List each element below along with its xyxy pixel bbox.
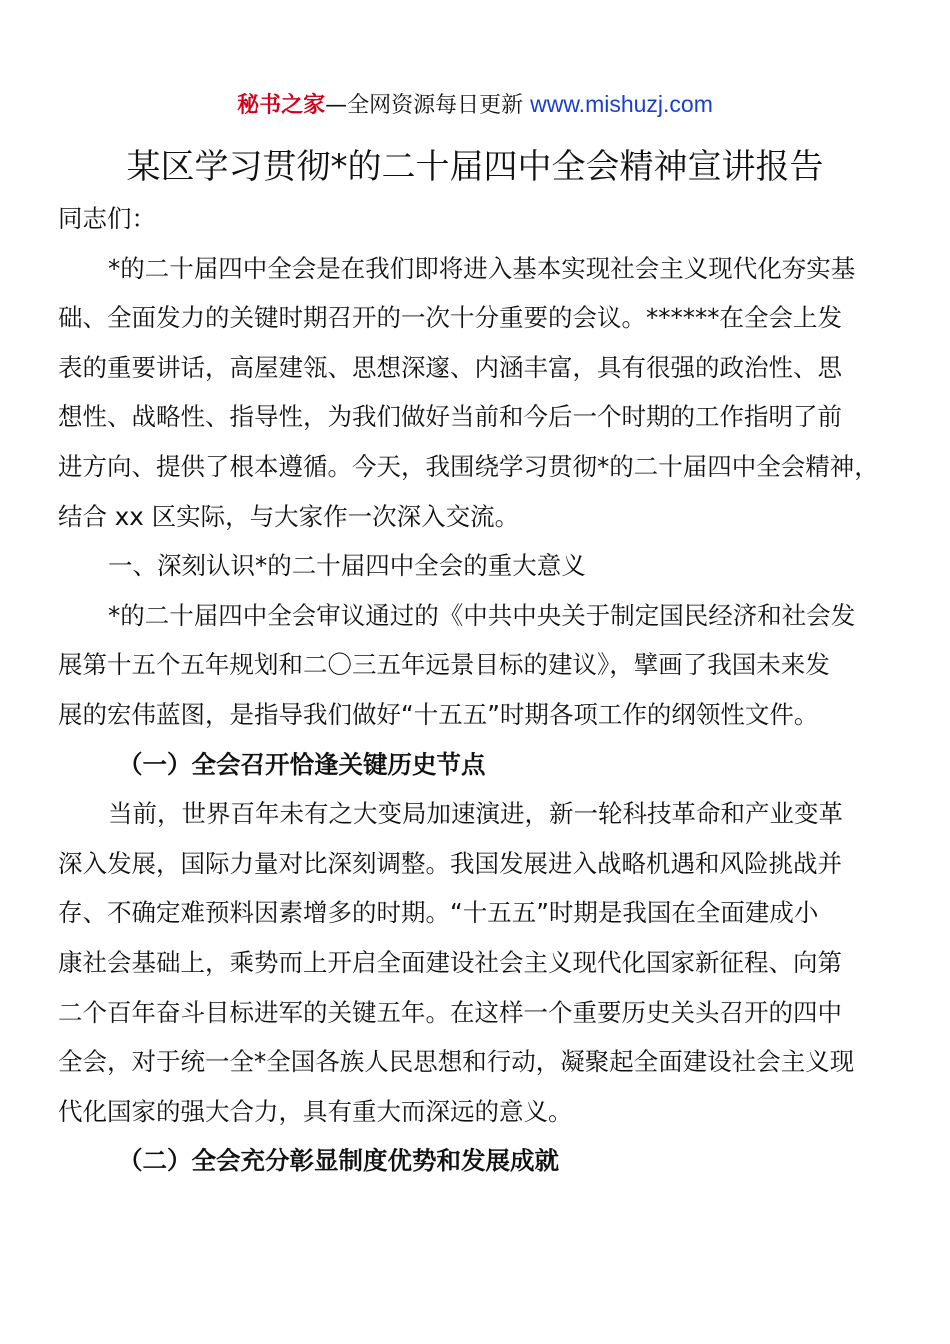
paragraph-line: 想性、战略性、指导性，为我们做好当前和今后一个时期的工作指明了前 xyxy=(58,402,842,432)
site-header xyxy=(0,88,950,122)
paragraph-line: *的二十届四中全会审议通过的《中共中央关于制定国民经济和社会发 xyxy=(108,600,856,630)
document-body xyxy=(58,194,898,1186)
salutation: 同志们： xyxy=(58,204,156,233)
paragraph-line: 进方向、提供了根本遵循。今天，我围绕学习贯彻*的二十届四中全会精神， xyxy=(58,451,879,481)
paragraph-line: 展第十五个五年规划和二〇三五年远景目标的建议》，擘画了我国未来发 xyxy=(58,650,830,680)
site-brand: 秘书之家 xyxy=(237,93,326,118)
subsection-heading: （二）全会充分彰显制度优势和发展成就 xyxy=(118,1146,559,1176)
paragraph-line: 深入发展，国际力量对比深刻调整。我国发展进入战略机遇和风险挑战并 xyxy=(58,848,842,878)
paragraph-line: 代化国家的强大合力，具有重大而深远的意义。 xyxy=(58,1096,573,1126)
subsection-heading: （一）全会召开恰逢关键历史节点 xyxy=(118,749,486,779)
document-title: 某区学习贯彻*的二十届四中全会精神宣讲报告 xyxy=(126,147,824,187)
site-url-link[interactable]: www.mishuzj.com xyxy=(530,91,713,117)
section-heading: 一、深刻认识*的二十届四中全会的重大意义 xyxy=(108,551,586,581)
paragraph-line: 二个百年奋斗目标进军的关键五年。在这样一个重要历史关头召开的四中 xyxy=(58,997,842,1027)
paragraph-line: 存、不确定难预料因素增多的时期。“十五五”时期是我国在全面建成小 xyxy=(58,898,819,928)
paragraph-line: 全会，对于统一全*全国各族人民思想和行动，凝聚起全面建设社会主义现 xyxy=(58,1047,855,1077)
paragraph-line: 康社会基础上，乘势而上开启全面建设社会主义现代化国家新征程、向第 xyxy=(58,947,842,977)
paragraph-line: 结合 xx 区实际，与大家作一次深入交流。 xyxy=(58,501,520,531)
site-tagline: —全网资源每日更新 xyxy=(325,93,531,118)
paragraph-line: 表的重要讲话，高屋建瓴、思想深邃、内涵丰富，具有很强的政治性、思 xyxy=(58,352,842,382)
paragraph-line: 当前，世界百年未有之大变局加速演进，新一轮科技革命和产业变革 xyxy=(108,799,843,829)
paragraph-line: 展的宏伟蓝图，是指导我们做好“十五五”时期各项工作的纲领性文件。 xyxy=(58,699,819,729)
paragraph-line: *的二十届四中全会是在我们即将进入基本实现社会主义现代化夯实基 xyxy=(108,253,856,283)
paragraph-line: 础、全面发力的关键时期召开的一次十分重要的会议。******在全会上发 xyxy=(58,303,842,333)
